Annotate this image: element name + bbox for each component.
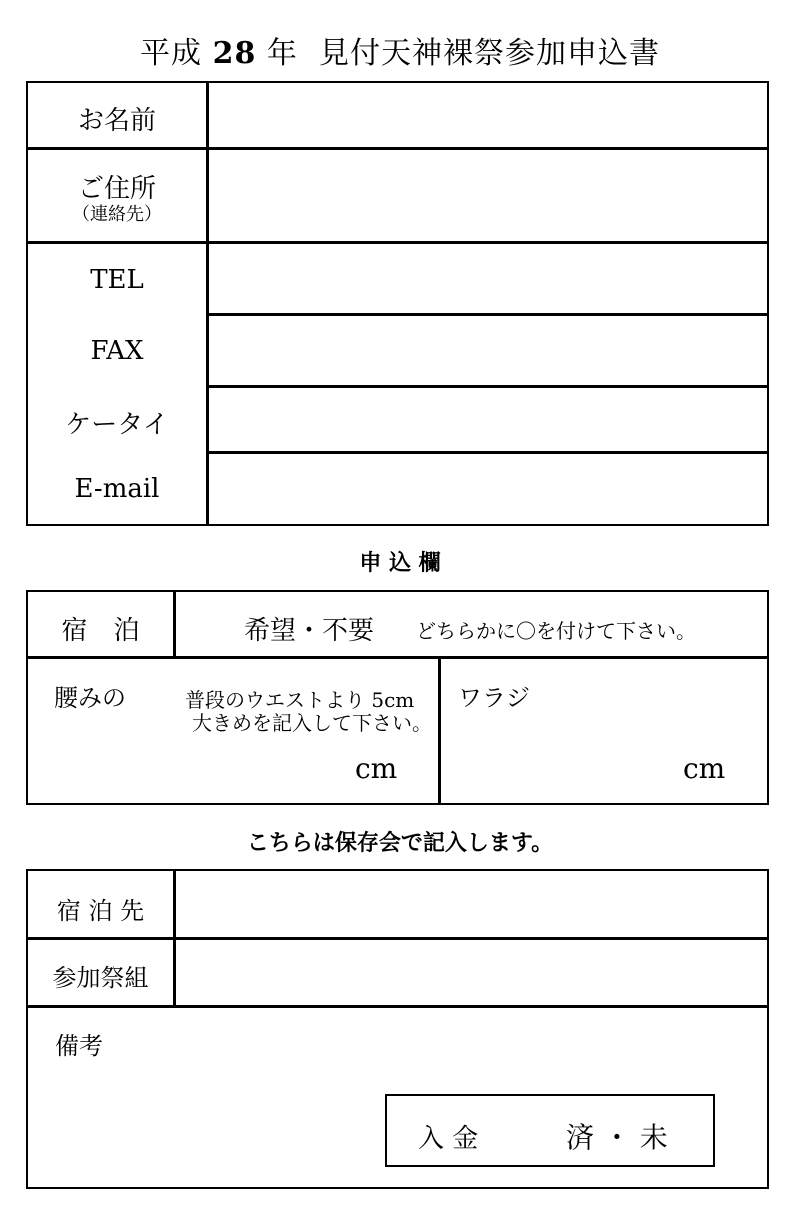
- name-label: お名前: [77, 106, 156, 136]
- lodging-choice[interactable]: 希望・不要: [244, 616, 375, 646]
- address-field[interactable]: [209, 150, 766, 241]
- mobile-label: ケータイ: [65, 410, 169, 440]
- remarks-field[interactable]: [40, 1060, 370, 1180]
- waist-note-line1: 普段のウエストより 5cm: [185, 688, 415, 712]
- email-field[interactable]: [209, 454, 766, 523]
- waist-label: 腰みの: [54, 684, 126, 712]
- title-era: 平成: [140, 36, 203, 71]
- row-line: [26, 1005, 769, 1008]
- payment-label: 入 金: [418, 1124, 479, 1154]
- waist-divider: [438, 656, 441, 805]
- email-label: E-mail: [74, 474, 160, 504]
- waraji-unit: cm: [683, 752, 726, 785]
- address-sub-label: （連絡先）: [72, 204, 162, 225]
- tel-label: TEL: [90, 265, 144, 295]
- application-section-title: 申 込 欄: [359, 551, 441, 576]
- office-section-title: こちらは保存会で記入します。: [246, 831, 554, 856]
- group-field[interactable]: [176, 940, 766, 1005]
- remarks-label: 備考: [55, 1032, 103, 1060]
- title-year: 28: [212, 36, 257, 71]
- lodging-divider: [173, 590, 176, 658]
- lodging-label: 宿 泊: [61, 616, 140, 646]
- group-label: 参加祭組: [52, 964, 149, 992]
- fax-field[interactable]: [209, 316, 766, 385]
- mobile-field[interactable]: [209, 388, 766, 451]
- lodging-note: どちらかに〇を付けて下さい。: [416, 619, 696, 643]
- name-field[interactable]: [209, 84, 766, 147]
- waraji-field[interactable]: [450, 720, 670, 800]
- tel-field[interactable]: [209, 244, 766, 313]
- waraji-label: ワラジ: [458, 684, 530, 712]
- title-year-suffix: 年: [266, 36, 298, 71]
- lodging-place-label: 宿 泊 先: [56, 897, 145, 925]
- address-label: ご住所: [77, 174, 156, 204]
- row-line: [26, 656, 769, 659]
- waist-unit: cm: [355, 752, 398, 785]
- payment-status[interactable]: 済 ・ 未: [566, 1121, 668, 1154]
- form-title: [0, 28, 800, 72]
- fax-label: FAX: [90, 336, 144, 366]
- title-name: 見付天神裸祭参加申込書: [318, 36, 660, 71]
- waist-note-line2: 大きめを記入して下さい。: [192, 711, 432, 735]
- lodging-place-field[interactable]: [176, 872, 766, 937]
